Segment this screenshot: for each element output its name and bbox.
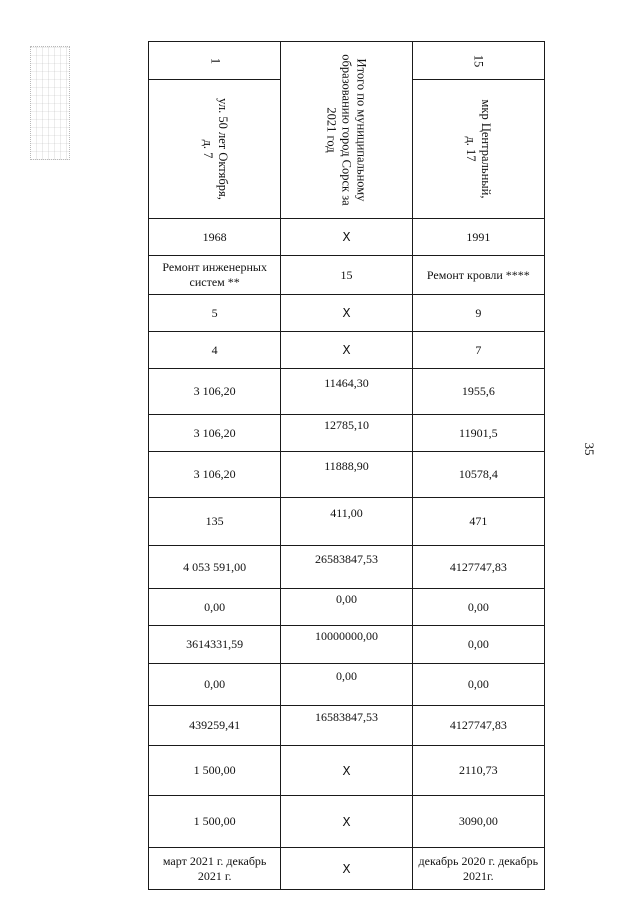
column-number-cell <box>149 42 281 80</box>
data-table <box>148 41 545 890</box>
column-title-cell <box>281 42 412 219</box>
table-cell: 1991 <box>412 219 544 256</box>
table-cell: 3 106,20 <box>149 452 281 498</box>
table-cell: 1 500,00 <box>149 796 281 848</box>
table-cell: 1968 <box>149 219 281 256</box>
archive-stamp-image <box>30 46 70 160</box>
table-cell: 4 053 591,00 <box>149 546 281 589</box>
column-number-cell <box>412 42 544 80</box>
table-cell: 11464,30 <box>281 369 412 415</box>
table-row <box>149 332 545 369</box>
table-cell: 0,00 <box>281 664 412 706</box>
table-cell: 4 <box>149 332 281 369</box>
table-cell: 3 106,20 <box>149 415 281 452</box>
table-row <box>149 546 545 589</box>
table-cell: 3614331,59 <box>149 626 281 664</box>
table-cell: 0,00 <box>149 589 281 626</box>
table-cell: 26583847,53 <box>281 546 412 589</box>
table-cell: X <box>281 295 412 332</box>
table-row <box>149 848 545 890</box>
table-cell: 9 <box>412 295 544 332</box>
table-cell: 4127747,83 <box>412 546 544 589</box>
table-cell: 7 <box>412 332 544 369</box>
table-cell: 11901,5 <box>412 415 544 452</box>
table-cell: X <box>281 796 412 848</box>
table-cell: 471 <box>412 498 544 546</box>
table-cell: X <box>281 848 412 890</box>
column-title-address-1: ул. 50 лет Октября, д. 7 <box>200 98 230 200</box>
table-row <box>149 796 545 848</box>
table-cell: 3090,00 <box>412 796 544 848</box>
table-row <box>149 746 545 796</box>
table-row <box>149 295 545 332</box>
table-row <box>149 498 545 546</box>
table-cell: 12785,10 <box>281 415 412 452</box>
table-cell: Ремонт кровли **** <box>412 256 544 295</box>
column-title-total: Итого по муниципальному образованию город Сорск за 2021 год <box>324 54 369 206</box>
table-cell: 3 106,20 <box>149 369 281 415</box>
table-cell: декабрь 2020 г. декабрь 2021г. <box>412 848 544 890</box>
table-cell: 15 <box>281 256 412 295</box>
table-cell: 16583847,53 <box>281 706 412 746</box>
table-row <box>149 452 545 498</box>
table-cell: Ремонт инженерных систем ** <box>149 256 281 295</box>
table-cell: X <box>281 746 412 796</box>
table-cell: 10578,4 <box>412 452 544 498</box>
table-row <box>149 706 545 746</box>
table-row <box>149 219 545 256</box>
column-title-cell <box>149 80 281 219</box>
table-cell: 0,00 <box>149 664 281 706</box>
table-row <box>149 589 545 626</box>
page-number: 35 <box>582 442 597 456</box>
table-cell: 439259,41 <box>149 706 281 746</box>
table-row <box>149 256 545 295</box>
column-title-cell <box>412 80 544 219</box>
table-cell: 1 500,00 <box>149 746 281 796</box>
column-title-address-2: мкр Центральный, д. 17 <box>464 99 494 199</box>
column-number: 15 <box>471 54 486 67</box>
table-row <box>149 664 545 706</box>
table-cell: 0,00 <box>412 589 544 626</box>
table-cell: 10000000,00 <box>281 626 412 664</box>
table-cell: март 2021 г. декабрь 2021 г. <box>149 848 281 890</box>
table-row <box>149 626 545 664</box>
table-cell: 411,00 <box>281 498 412 546</box>
table-row <box>149 415 545 452</box>
table-cell: 0,00 <box>281 589 412 626</box>
table-cell: 4127747,83 <box>412 706 544 746</box>
table-cell: 11888,90 <box>281 452 412 498</box>
header-number-row <box>149 42 545 80</box>
table-cell: 1955,6 <box>412 369 544 415</box>
table-cell: 2110,73 <box>412 746 544 796</box>
table-cell: 0,00 <box>412 664 544 706</box>
table-row <box>149 369 545 415</box>
table-cell: 0,00 <box>412 626 544 664</box>
table-cell: 5 <box>149 295 281 332</box>
table-cell: X <box>281 332 412 369</box>
column-number: 1 <box>208 57 223 64</box>
table-cell: 135 <box>149 498 281 546</box>
table-cell: X <box>281 219 412 256</box>
